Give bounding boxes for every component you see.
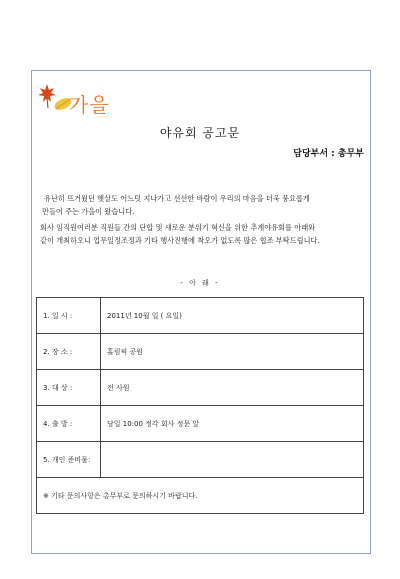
- row-label: 3. 대 상 :: [37, 370, 101, 406]
- row-value: 2011년 10월 일 ( 요일): [101, 298, 364, 334]
- intro-line: 유난히 뜨거웠던 햇살도 어느덧 지나가고 선선한 바람이 우리의 마음을 더욱 풍요롭게: [44, 194, 310, 203]
- row-label: 1. 일 시 :: [37, 298, 101, 334]
- intro-paragraph-2: [40, 221, 360, 247]
- row-value: 홀림픽 공원: [101, 334, 364, 370]
- table-row: [37, 406, 364, 442]
- table-row: [37, 478, 364, 514]
- footer-note: ※ 기타 문의사항은 총무부로 문의하시기 바랍니다.: [37, 478, 364, 514]
- row-label: 4. 출 발 :: [37, 406, 101, 442]
- table-row: [37, 334, 364, 370]
- page-title: 야유회 공고문: [159, 126, 241, 140]
- details-table: [36, 297, 364, 514]
- department-label: 담당부서 : 총무부: [293, 149, 364, 159]
- table-row: [37, 442, 364, 478]
- row-value: 당일 10:00 정각 회사 정문 앞: [101, 406, 364, 442]
- intro-paragraph-1: [40, 192, 360, 218]
- logo-text: 가을: [69, 93, 110, 117]
- intro-text: [40, 192, 360, 247]
- row-value: 전 사원: [101, 370, 364, 406]
- intro-line: 만들어 주는 가을이 왔습니다.: [42, 207, 135, 216]
- table-row: [37, 370, 364, 406]
- intro-line: 회사 임직원여러분 직원들 간의 단합 및 새로운 분위기 혁신을 위한 추계야유회를 아래와: [40, 223, 316, 232]
- autumn-logo: [37, 80, 127, 120]
- row-label: 5. 개인 준비물:: [37, 442, 101, 478]
- row-label: 2. 장 소 :: [37, 334, 101, 370]
- row-value: [101, 442, 364, 478]
- intro-line: 같이 개최하오니 업무일정조정과 기타 행사진행에 착오가 없도록 많은 협조 부탁드립니다.: [40, 236, 320, 245]
- notice-heading: - 아 래 -: [180, 279, 220, 287]
- table-row: [37, 298, 364, 334]
